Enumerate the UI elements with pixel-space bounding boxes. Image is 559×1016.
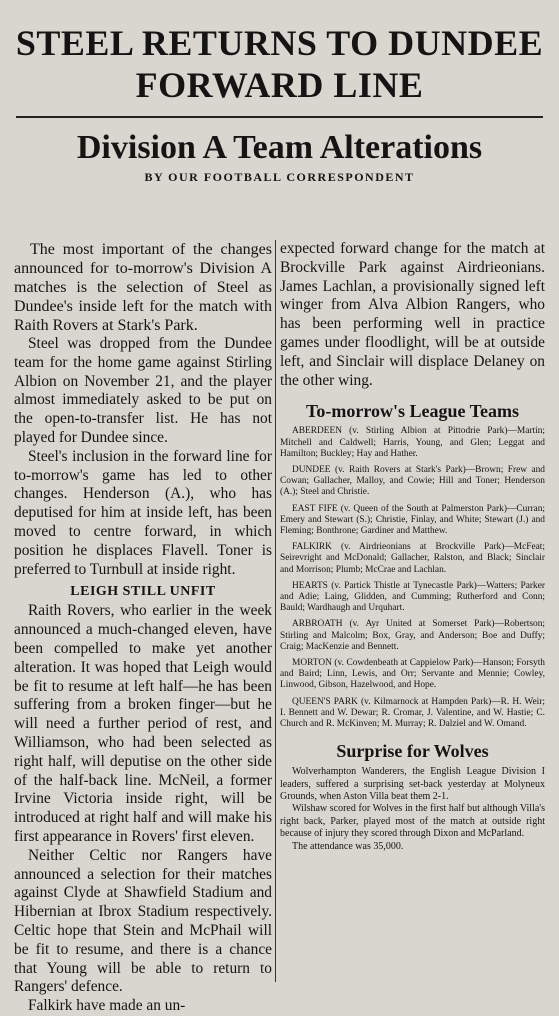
paragraph: Steel was dropped from the Dundee team for the home game against Stirling Albion on November 21, and the player almost immediately asked to be put on the open-to-transfer list. He has not played for Dundee since. [14,335,272,446]
team-lineup: HEARTS (v. Partick Thistle at Tynecastle Park)—Watters; Parker and Adie; Laing, Glidden, and Cumming; Rutherford and Conn; Bauld; Wardhaugh and Urquhart. [280,580,545,614]
paragraph: expected forward change for the match at Brockville Park against Airdrieonians. James Lachlan, a provisionally signed left winger from Alva Albion Rangers, who has been performing well in practice games under floodlight, will be at outside left, and Sinclair will displace Delaney on the other wing. [280,240,545,389]
right-column [280,240,545,982]
team-lineup: DUNDEE (v. Raith Rovers at Stark's Park)—Brown; Frew and Cowan; Gallacher, Malloy, and Cowie; Hill and Toner; Henderson (A.); Steel and Christie. [280,464,545,498]
column-divider [275,240,276,982]
paragraph: Falkirk have made an un- [28,997,186,1015]
article-columns [14,240,549,1015]
paragraph: Neither Celtic nor Rangers have announced a selection for their matches against Clyde at Shawfield Stadium and Hibernian at Ibrox Stadium respectively. Celtic hope that Stein and McPhail will be fit to resume, and there is a chance that Young will be able to return to Rangers' defence. [14,846,272,996]
headline-rule [16,116,543,118]
headline-line-2: FORWARD LINE [135,65,424,105]
byline: BY OUR FOOTBALL CORRESPONDENT [144,170,415,184]
paragraph: Wolverhampton Wanderers, the English League Division I leaders, suffered a surprising set-back yesterday at Molyneux Grounds, when Aston Villa beat them 2-1. [280,766,545,803]
teams-heading: To-morrow's League Teams [305,401,519,422]
paragraph: Wilshaw scored for Wolves in the first half but although Villa's right back, Parker, played most of the match at outside right because of injury they scored through Dixon and McParland. [280,803,545,840]
left-column [14,240,272,1015]
team-lineup: FALKIRK (v. Airdrieonians at Brockville Park)—McFeat; Seirevright and McDonald; Gallacher, Ralston, and Black; Sinclair and Morrison; Plumb; McCrae and Lachlan. [280,542,545,575]
wolves-report [280,766,545,853]
newspaper-clipping [0,22,559,1015]
team-lineup: ABERDEEN (v. Stirling Albion at Pittodrie Park)—Martin; Mitchell and Caldwell; Harris, Young, and Glen; Leggat and Hamilton; Buckley; Hay and Hather. [280,426,545,459]
team-lineup: EAST FIFE (v. Queen of the South at Palmerston Park)—Curran; Emery and Stewart (S.); Christie, Finlay, and White; Stewart (J.) and Fleming; Bonthrone; Gardiner and Matthew. [280,503,545,536]
wolves-heading: Surprise for Wolves [336,741,489,762]
subheadline: Division A Team Alterations [76,129,483,166]
team-lineups [280,426,545,730]
team-lineup: QUEEN'S PARK (v. Kilmarnock at Hampden Park)—R. H. Weir; I. Bennett and W. Dewar; R. Cromar, J. Valentine, and W. Hastie; C. Church and R. McKinven; M. Murray; R. Dalziel and W. Omand. [280,696,545,730]
paragraph: The attendance was 35,000. [292,840,404,852]
paragraph: Raith Rovers, who earlier in the week announced a much-changed eleven, have been compelled to make yet another alteration. It was hoped that Leigh would be fit to resume at left half—he has been suffering from a broken finger—but he will need a further period of rest, and Williamson, who had been selected as right half, will deputise on the other side of the half-back line. McNeil, a former Irvine Victoria inside right, will be introduced at right half and will make his first appearance in Rovers' first eleven. [14,602,272,845]
team-lineup: ARBROATH (v. Ayr United at Somerset Park)—Robertson; Stirling and Malcolm; Box, Gray, and Anderson; Boe and Duffy; Craig; MacKenzie and Bennett. [280,619,545,652]
headline-line-1: STEEL RETURNS TO DUNDEE [15,23,544,63]
team-lineup: MORTON (v. Cowdenbeath at Cappielow Park)—Hanson; Forsyth and Baird; Linn, Lewis, and Orr; Servante and Mennie; Cowley, Linwood, Gibson, Hazelwood, and Hope. [280,658,545,691]
section-subhead: LEIGH STILL UNFIT [70,584,216,600]
paragraph: Steel's inclusion in the forward line for to-morrow's game has led to other changes. Henderson (A.), who has deputised for him at inside left, has been moved to centre forward, in which position he displaces Flavell. Toner is preferred to Turnbull at inside right. [14,447,272,578]
paragraph: The most important of the changes announced for to-morrow's Division A matches is the selection of Steel as Dundee's inside left for the match with Raith Rovers at Stark's Park. [14,241,272,334]
